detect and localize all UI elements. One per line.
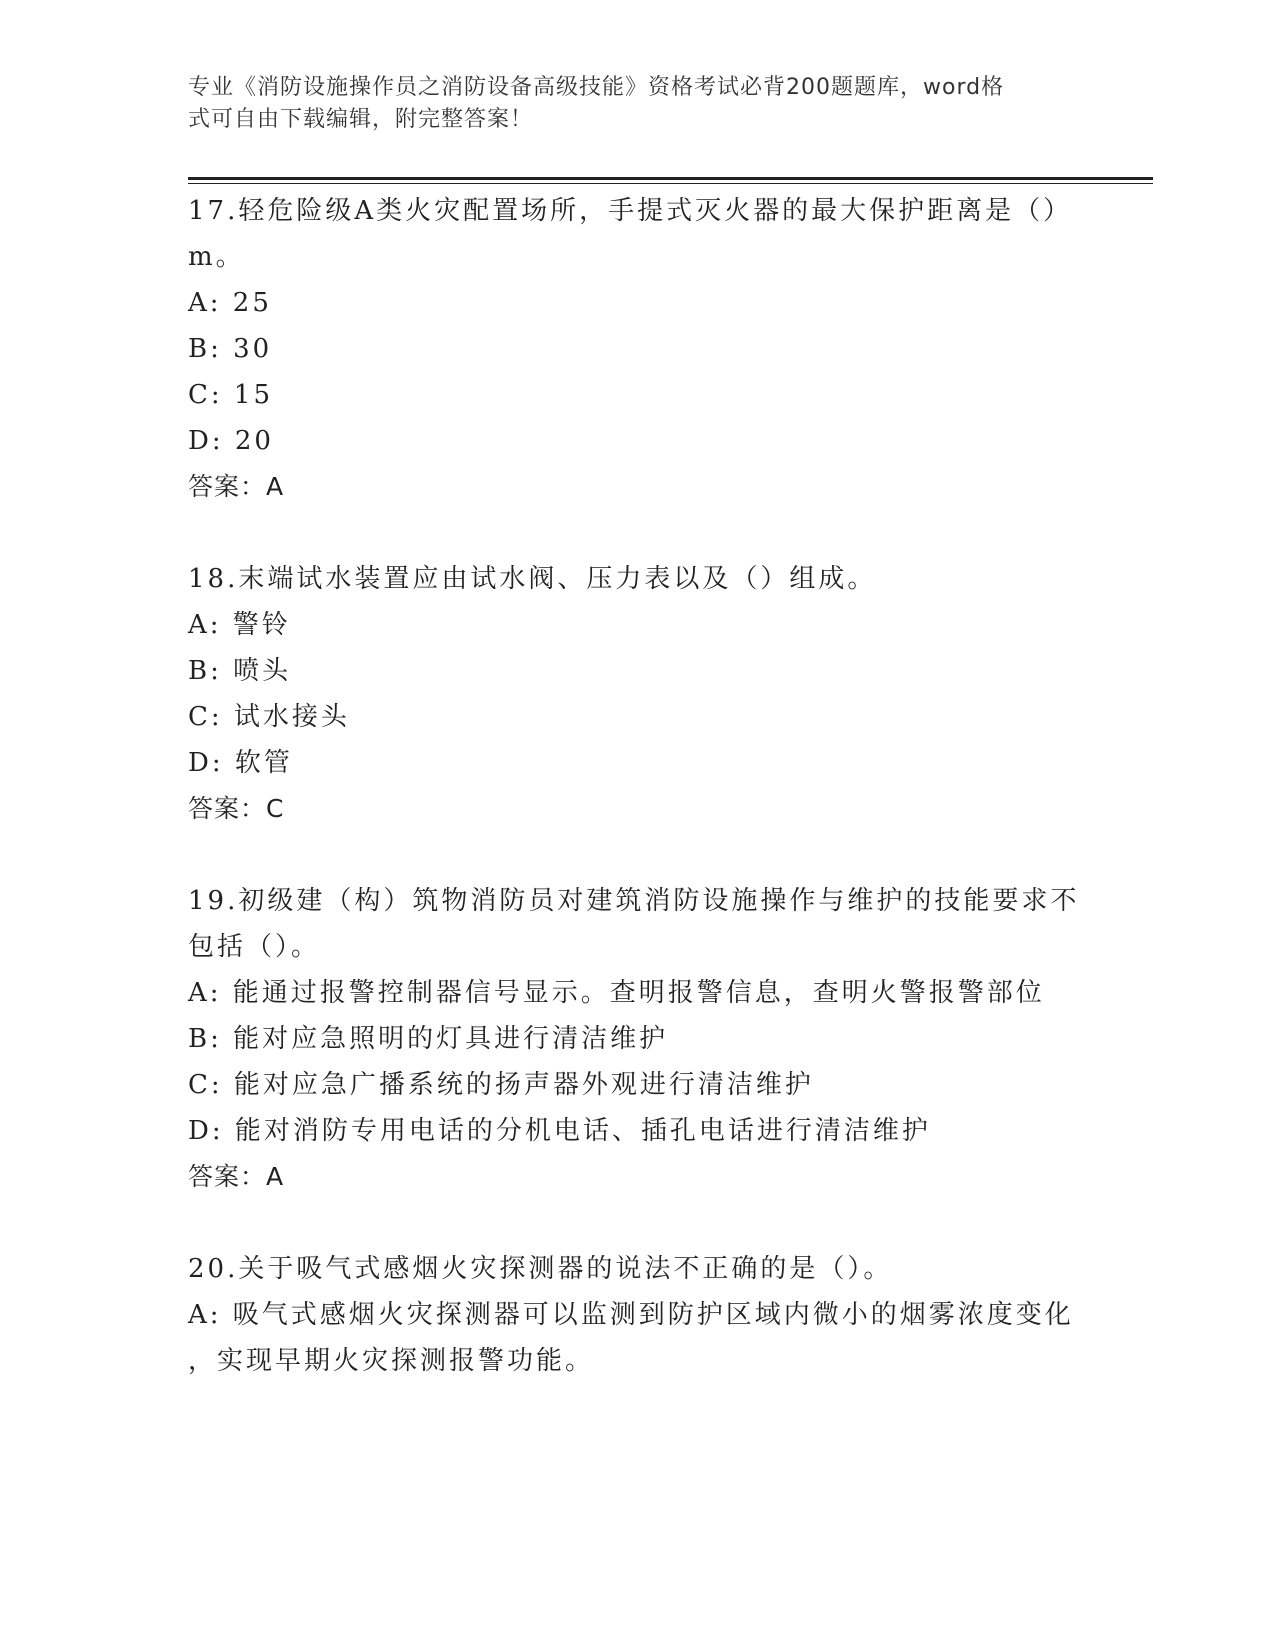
option-a: A: 能通过报警控制器信号显示。查明报警信息，查明火警报警部位 xyxy=(188,978,1045,1008)
question-text: 17.轻危险级A类火灾配置场所，手提式灭火器的最大保护距离是（） xyxy=(188,196,1073,226)
header-divider-thick xyxy=(188,177,1153,180)
header-line-1: 专业《消防设施操作员之消防设备高级技能》资格考试必背200题题库，word格 xyxy=(188,75,1005,100)
option-b: B: 30 xyxy=(188,334,273,364)
option-a-continued: ，实现早期火灾探测报警功能。 xyxy=(188,1346,595,1376)
option-c: C: 试水接头 xyxy=(188,702,350,732)
question-20 xyxy=(188,1246,1088,1384)
question-text: 20.关于吸气式感烟火灾探测器的说法不正确的是（）。 xyxy=(188,1254,893,1284)
answer: 答案：A xyxy=(188,472,285,501)
question-text: m。 xyxy=(188,242,245,272)
question-18 xyxy=(188,556,1088,832)
question-text: 19.初级建（构）筑物消防员对建筑消防设施操作与维护的技能要求不 xyxy=(188,886,1080,916)
question-list xyxy=(188,188,1088,1384)
question-17 xyxy=(188,188,1088,510)
question-text: 包括（）。 xyxy=(188,932,321,962)
option-c: C: 能对应急广播系统的扬声器外观进行清洁维护 xyxy=(188,1070,814,1100)
option-a: A: 警铃 xyxy=(188,610,291,640)
option-a: A: 25 xyxy=(188,288,272,318)
answer: 答案：C xyxy=(188,794,285,823)
document-header xyxy=(188,72,1068,136)
option-d: D: 能对消防专用电话的分机电话、插孔电话进行清洁维护 xyxy=(188,1116,931,1146)
question-19 xyxy=(188,878,1088,1200)
option-c: C: 15 xyxy=(188,380,274,410)
option-d: D: 软管 xyxy=(188,748,293,778)
option-a: A: 吸气式感烟火灾探测器可以监测到防护区域内微小的烟雾浓度变化 xyxy=(188,1300,1074,1330)
header-line-2: 式可自由下载编辑，附完整答案！ xyxy=(188,107,534,132)
question-text: 18.末端试水装置应由试水阀、压力表以及（）组成。 xyxy=(188,564,877,594)
option-b: B: 能对应急照明的灯具进行清洁维护 xyxy=(188,1024,669,1054)
option-d: D: 20 xyxy=(188,426,274,456)
header-divider-thin xyxy=(188,183,1153,184)
option-b: B: 喷头 xyxy=(188,656,292,686)
answer: 答案：A xyxy=(188,1162,285,1191)
